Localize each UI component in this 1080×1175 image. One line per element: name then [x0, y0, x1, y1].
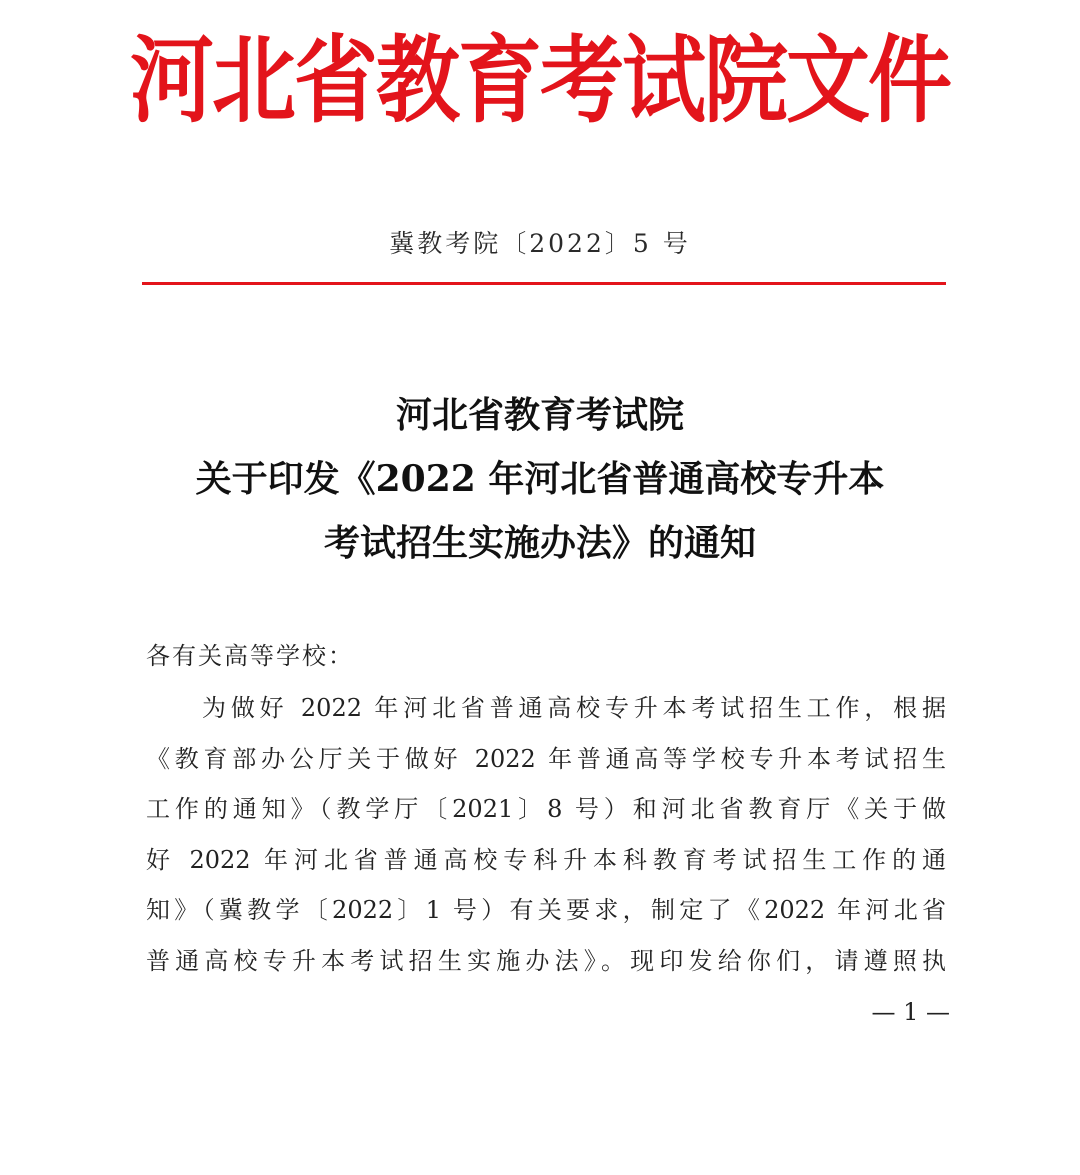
body-line-1: 为做好 2022 年河北省普通高校专升本考试招生工作，根据 [202, 694, 946, 722]
red-divider-line [142, 282, 946, 285]
title-line-3: 考试招生实施办法》的通知 [323, 522, 756, 564]
body-paragraph [146, 683, 946, 987]
body-line-4: 好 2022 年河北省普通高校专科升本科教育考试招生工作的通 [146, 845, 946, 874]
body-line-5: 知》（冀教学〔2022〕1 号）有关要求，制定了《2022 年河北省 [146, 896, 946, 925]
document-masthead: 河北省教育考试院文件 [129, 25, 950, 136]
page-number: — 1 — [871, 998, 950, 1026]
document-title [0, 383, 1080, 575]
title-line-2: 关于印发《2022 年河北省普通高校专升本 [195, 458, 885, 500]
body-line-3: 工作的通知》（教学厅〔2021〕8 号）和河北省教育厅《关于做 [146, 795, 946, 824]
body-line-6: 普通高校专升本考试招生实施办法》。现印发给你们，请遵照执 [146, 946, 946, 975]
document-number: 冀教考院〔2022〕5 号 [389, 229, 691, 258]
title-line-1: 河北省教育考试院 [395, 394, 684, 436]
body-line-2: 《教育部办公厅关于做好 2022 年普通高等学校专升本考试招生 [146, 744, 946, 773]
salutation: 各有关高等学校： [146, 642, 354, 670]
